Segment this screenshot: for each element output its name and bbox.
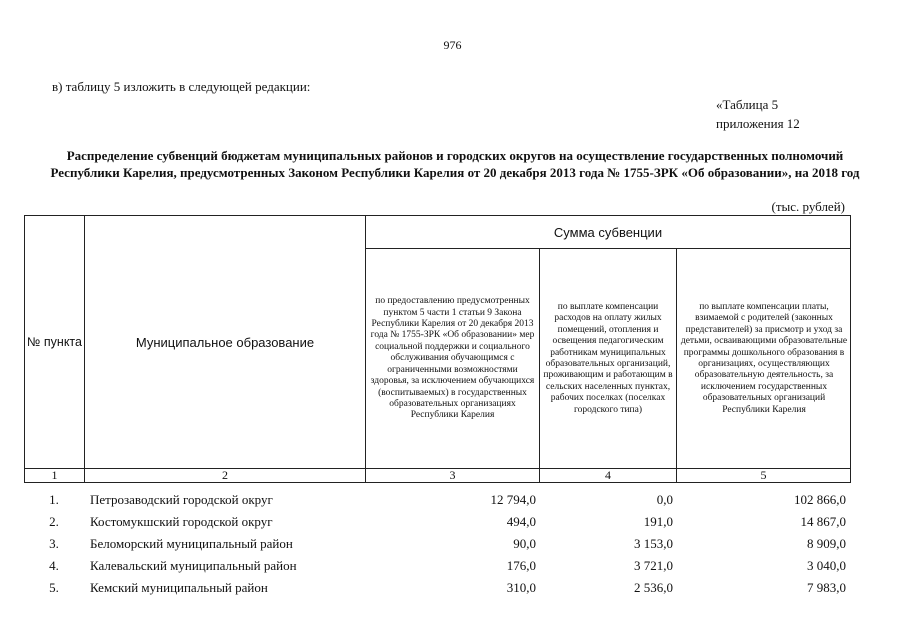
col-header-name: Муниципальное образование [135, 334, 315, 350]
row-value-5: 3 040,0 [807, 558, 846, 573]
intro-text: в) таблицу 5 изложить в следующей редакции: [52, 79, 311, 94]
table-row [0, 511, 905, 533]
row-name: Петрозаводский городской округ [90, 492, 273, 507]
table-title: Распределение субвенций бюджетам муниципальных районов и городских округов на осуществление государственных полномочий Республики Карелия, предусмотренных Законом Республики Карелия от 20 декабря 2013 года № 1755-ЗРК «Об образовании», на 2018 год [50, 148, 860, 180]
row-value-5: 7 983,0 [807, 580, 846, 595]
row-value-3: 310,0 [506, 580, 536, 595]
col-number-4: 4 [605, 468, 611, 482]
col-header-3: по предоставлению предусмотренных пунктом 5 части 1 статьи 9 Закона Республики Карелия от 20 декабря 2013 года № 1755-ЗРК «Об образовании» мер социальной поддержки и социального обслуживания обучающимся с ограниченными возможностями здоровья, за исключением обучающихся (воспитываемых) в государственных образовательных организациях Республики Карелия [370, 296, 535, 421]
table-label [716, 95, 800, 133]
table-row [0, 533, 905, 555]
col-number-2: 2 [222, 468, 228, 482]
row-value-3: 90,0 [513, 536, 536, 551]
row-value-5: 14 867,0 [800, 514, 846, 529]
row-number: 3. [49, 536, 59, 551]
table-header [24, 215, 851, 483]
row-name: Калевальский муниципальный район [90, 558, 297, 573]
row-value-4: 191,0 [643, 514, 673, 529]
border-col3 [539, 248, 540, 483]
col-header-sum: Сумма субвенции [553, 224, 663, 240]
sum-divider-line [365, 248, 851, 249]
page-number: 976 [443, 38, 462, 52]
row-number: 5. [49, 580, 59, 595]
border-col2 [365, 215, 366, 483]
header-bottom-border [24, 482, 851, 483]
col-number-1: 1 [51, 468, 58, 482]
row-name: Кемский муниципальный район [90, 580, 268, 595]
row-value-3: 494,0 [506, 514, 536, 529]
col-number-3: 3 [449, 468, 456, 482]
row-value-4: 3 721,0 [634, 558, 673, 573]
row-number: 4. [49, 558, 59, 573]
row-name: Беломорский муниципальный район [90, 536, 293, 551]
table-row [0, 555, 905, 577]
row-number: 2. [49, 514, 59, 529]
table-row [0, 489, 905, 511]
table-label-line2: приложения 12 [716, 116, 800, 131]
table-row [0, 577, 905, 599]
row-value-4: 3 153,0 [634, 536, 673, 551]
table-body [0, 489, 905, 599]
row-number: 1. [49, 492, 59, 507]
units-label: (тыс. рублей) [771, 199, 845, 214]
row-value-4: 0,0 [656, 492, 673, 507]
border-col4 [676, 248, 677, 483]
row-value-3: 12 794,0 [490, 492, 536, 507]
col-header-5: по выплате компенсации платы, взимаемой с родителей (законных представителей) за присмотр и уход за детьми, осваивающими образовательные программы дошкольного образования в организациях, осуществляющих образовательную деятельность, за исключением государственных образовательных организаций Республики Карелия [680, 301, 848, 415]
col-header-4: по выплате компенсации расходов на оплату жилых помещений, отопления и освещения педагогическим работникам муниципальных образовательных организаций, проживающим и работающим в сельских населенных пунктах, рабочих поселках (поселках городского типа) [543, 301, 673, 415]
row-value-5: 8 909,0 [807, 536, 846, 551]
border-right [850, 215, 851, 483]
col-header-num: № пункта [27, 335, 82, 349]
col-number-5: 5 [760, 468, 767, 482]
row-name: Костомукшский городской округ [90, 514, 273, 529]
row-value-4: 2 536,0 [634, 580, 673, 595]
row-value-3: 176,0 [506, 558, 536, 573]
row-value-5: 102 866,0 [794, 492, 846, 507]
table-label-line1: «Таблица 5 [716, 97, 779, 112]
